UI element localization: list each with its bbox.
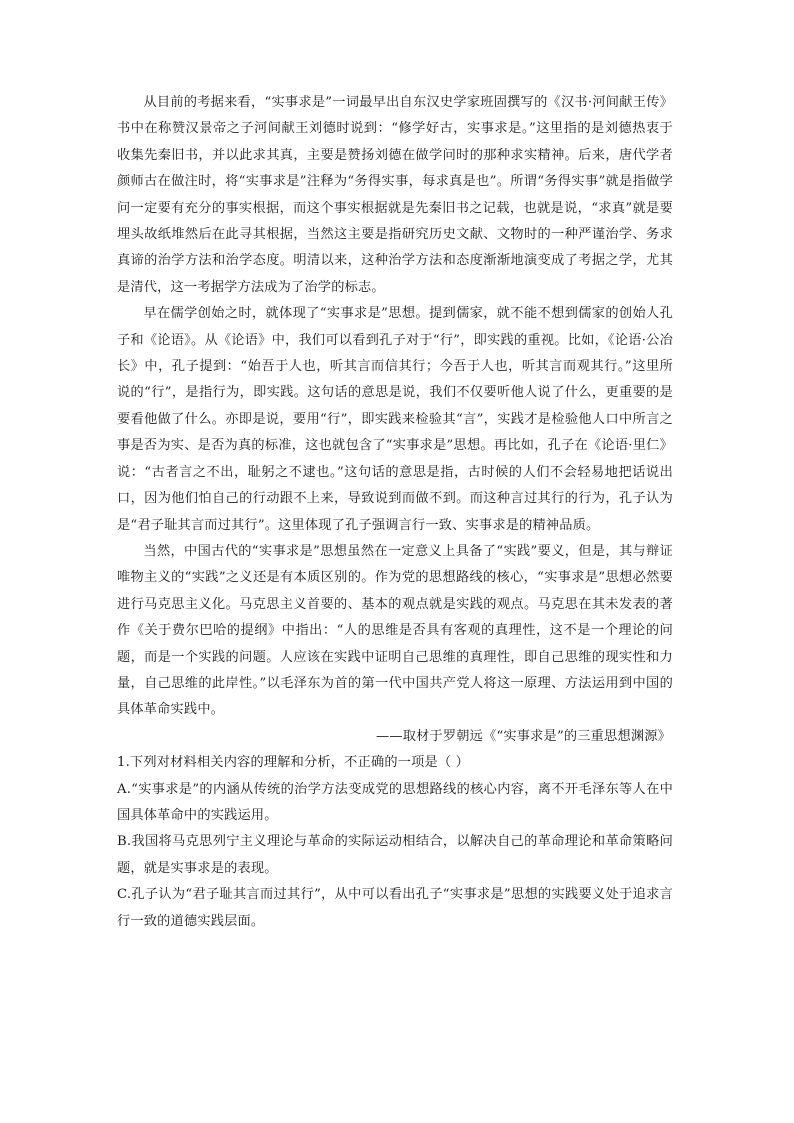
question-stem: 1.下列对材料相关内容的理解和分析，不正确的一项是（ ）: [117, 755, 470, 771]
source-citation: ——取材于罗朝远《“实事求是”的三重思想渊源》: [375, 728, 671, 744]
paragraph-3: 当然，中国古代的“实事求是”思想虽然在一定意义上具备了“实践”要义，但是，其与辩证唯物主义的“实践”之义还是有本质区别的。作为党的思想路线的核心，“实事求是”思想必然要进行马克思主义化。马克思主义首要的、基本的观点就是实践的观点。马克思在其未发表的著作《关于费尔巴哈的提纲》中指出：“人的思维是否具有客观的真理性，这不是一个理论的问题，而是一个实践的问题。人应该在实践中证明自己思维的真理性，即自己思维的现实性和力量，自己思维的此岸性。”以毛泽东为首的第一代中国共产党人将这一原理、方法运用到中国的具体革命实践中。: [117, 543, 673, 718]
paragraph-2: 早在儒学创始之时，就体现了“实事求是”思想。提到儒家，就不能不想到儒家的创始人孔子和《论语》。从《论语》中，我们可以看到孔子对于“行”，即实践的重视。比如，《论语·公冶长》中，孔子提到：“始吾于人也，听其言而信其行；今吾于人也，听其言而观其行。”这里所说的“行”，是指行为，即实践。这句话的意思是说，我们不仅要听他人说了什么，更重要的是要看他做了什么。亦即是说，要用“行”，即实践来检验其“言”，实践才是检验他人口中所言之事是否为实、是否为真的标准，这也就包含了“实事求是”思想。再比如，孔子在《论语·里仁》说：“古者言之不出，耻躬之不逮也。”这句话的意思是指，古时候的人们不会轻易地把话说出口，因为他们怕自己的行动跟不上来，导致说到而做不到。而这种言过其行的行为，孔子认为是“君子耻其言而过其行”。这里体现了孔子强调言行一致、实事求是的精神品质。: [117, 306, 673, 533]
option-a: A.“实事求是”的内涵从传统的治学方法变成党的思想路线的核心内容，离不开毛泽东等人在中国具体革命中的实践运用。: [117, 781, 673, 823]
paragraph-1: 从目前的考据来看，“实事求是”一词最早出自东汉史学家班固撰写的《汉书·河间献王传》书中在称赞汉景帝之子河间献王刘德时说到：“修学好古，实事求是。”这里指的是刘德热衷于收集先秦旧书，并以此求其真，主要是赞扬刘德在做学问时的那种求实精神。后来，唐代学者颜师古在做注时，将“实事求是”注释为“务得实事，每求真是也”。所谓“务得实事”就是指做学问一定要有充分的事实根据，而这个事实根据就是先秦旧书之记载，也就是说，“求真”就是要埋头故纸堆然后在此寻其根据，当然这主要是指研究历史文献、文物时的一种严谨治学、务求真谛的治学方法和治学态度。明清以来，这种治学方法和态度渐渐地演变成了考据之学，尤其是清代，这一考据学方法成为了治学的标志。: [117, 95, 673, 295]
option-c: C.孔子认为“君子耻其言而过其行”，从中可以看出孔子“实事求是”思想的实践要义处于追求言行一致的道德实践层面。: [117, 887, 673, 929]
document-page: [117, 90, 673, 935]
option-b: B.我国将马克思列宁主义理论与革命的实际运动相结合，以解决自己的革命理论和革命策略问题，就是实事求是的表现。: [117, 834, 673, 876]
